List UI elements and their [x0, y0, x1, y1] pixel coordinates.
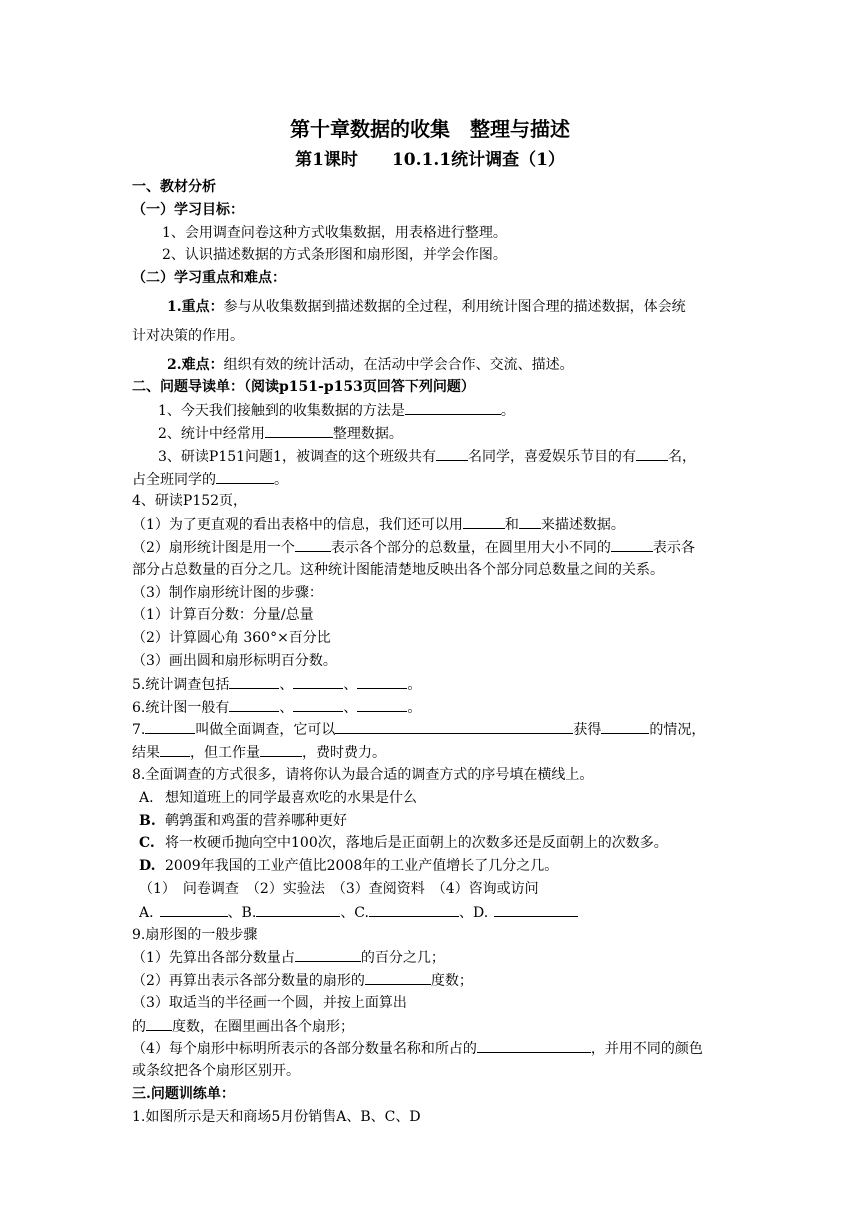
question-9-1	[132, 946, 736, 969]
question-9: 9.扇形图的一般步骤	[132, 926, 258, 943]
question-text: 整理数据。	[332, 425, 403, 442]
exercise-1: 1.如图所示是天和商场5月份销售A、B、C、D	[132, 1108, 421, 1125]
question-text: 来描述数据。	[540, 517, 625, 534]
answer-blank[interactable]	[357, 673, 407, 689]
option-c	[132, 832, 736, 855]
question-text: （2）扇形统计图是用一个	[132, 539, 295, 556]
answer-blank[interactable]	[146, 1015, 172, 1031]
option-letter: C.	[139, 835, 155, 852]
answer-blank[interactable]	[229, 696, 279, 712]
answer-blank[interactable]	[293, 696, 343, 712]
answer-blank[interactable]	[335, 718, 573, 734]
difficulty-line	[132, 354, 736, 377]
question-text: 5.统计调查包括	[132, 676, 230, 693]
question-text: 的情况，	[649, 722, 706, 739]
question-text: 。	[407, 699, 422, 716]
question-text: 结果	[132, 745, 160, 762]
option-letter: D.	[139, 858, 156, 875]
option-text: 鹌鹑蛋和鸡蛋的营养哪种更好	[165, 812, 347, 829]
answer-blank[interactable]	[229, 673, 279, 689]
question-text: 。	[407, 676, 422, 693]
question-text: 叫做全面调查，它可以	[195, 722, 336, 739]
question-text: 度数；	[430, 973, 473, 990]
survey-method-options: （1） 问卷调查 （2）实验法 （3）查阅资料 （4）咨询或访问	[139, 880, 539, 897]
answer-blank[interactable]	[293, 673, 343, 689]
answer-blank[interactable]	[519, 513, 541, 529]
option-letter: B.	[139, 812, 156, 829]
answer-blank[interactable]	[477, 1037, 591, 1053]
question-8-answers	[132, 901, 736, 924]
goal-1: 1、会用调查问卷这种方式收集数据，用表格进行整理。	[162, 224, 507, 241]
answer-blank[interactable]	[463, 513, 505, 529]
difficulty-label: 2.难点：	[167, 356, 224, 373]
section-3-heading: 三.问题训练单：	[132, 1086, 235, 1103]
question-text: ，但工作量	[190, 745, 260, 762]
question-1	[132, 399, 736, 422]
answer-blank[interactable]	[145, 718, 195, 734]
question-text: 6.统计图一般有	[132, 699, 230, 716]
question-text: 度数，在圈里画出各个扇形；	[172, 1018, 354, 1035]
answer-blank[interactable]	[265, 422, 333, 438]
question-text: ，并用不同的颜色	[590, 1041, 703, 1058]
key-points-heading: （二）学习重点和难点：	[132, 270, 286, 287]
question-text: （2）再算出表示各部分数量的扇形的	[132, 973, 365, 990]
question-4-2	[132, 536, 736, 559]
question-4-2-cont: 部分占总数量的百分之几。这种统计图能清楚地反映出各个部分同总数量之间的关系。	[132, 561, 664, 578]
key-point-text: 参与从收集数据到描述数据的全过程，利用统计图合理的描述数据，体会统	[223, 298, 686, 315]
section-1-heading: 一、教材分析	[132, 179, 216, 195]
goal-2: 2、认识描述数据的方式条形图和扇形图，并学会作图。	[162, 247, 507, 264]
option-text: 2009年我国的工业产值比2008年的工业产值增长了几分之几。	[165, 858, 559, 875]
question-text: 、B.	[227, 904, 257, 921]
answer-blank[interactable]	[256, 901, 340, 917]
step-2: （2）计算圆心角 360°×百分比	[132, 630, 331, 647]
answer-blank[interactable]	[295, 536, 331, 552]
answer-blank[interactable]	[369, 901, 459, 917]
key-point-line-2: 计对决策的作用。	[132, 327, 244, 344]
option-a	[132, 787, 736, 810]
key-point-label: 1.重点：	[167, 298, 224, 315]
question-8: 8.全面调查的方式很多，请将你认为最合适的调查方式的序号填在横线上。	[132, 766, 594, 783]
answer-blank[interactable]	[160, 741, 190, 757]
question-7-cont	[132, 741, 736, 764]
question-text: 3、研读P151问题1，被调查的这个班级共有	[158, 448, 436, 465]
question-text: 、	[279, 699, 294, 716]
answer-blank[interactable]	[357, 696, 407, 712]
question-text: （1）先算出各部分数量占	[132, 950, 295, 967]
question-2	[132, 422, 736, 445]
question-text: 2、统计中经常用	[158, 425, 265, 442]
answer-blank[interactable]	[436, 445, 468, 461]
answer-blank[interactable]	[405, 399, 501, 415]
question-4-3: （3）制作扇形统计图的步骤：	[132, 584, 323, 601]
question-text: 、D.	[458, 904, 489, 921]
question-9-3-cont	[132, 1015, 736, 1038]
question-text: 的百分之几；	[360, 950, 445, 967]
answer-blank[interactable]	[494, 901, 578, 917]
step-3: （3）画出圆和扇形标明百分数。	[132, 652, 337, 669]
question-text: （4）每个扇形中标明所表示的各部分数量名称和所占的	[132, 1041, 477, 1058]
question-4-1	[132, 513, 736, 536]
question-9-3: （3）取适当的半径画一个圆，并按上面算出	[132, 994, 407, 1011]
question-text: 的	[132, 1018, 146, 1035]
question-text: 占全班同学的	[132, 471, 216, 488]
question-text: （1）为了更直观的看出表格中的信息，我们还可以用	[132, 517, 463, 534]
answer-blank[interactable]	[295, 946, 361, 962]
question-text: 名同学，喜爱娱乐节目的有	[467, 448, 636, 465]
answer-blank[interactable]	[601, 718, 649, 734]
document-body	[132, 176, 736, 1129]
answer-blank[interactable]	[160, 901, 228, 917]
key-point-line-1	[132, 296, 736, 319]
question-text: 和	[504, 517, 519, 534]
answer-blank[interactable]	[365, 969, 431, 985]
learning-goals-heading: （一）学习目标：	[132, 201, 244, 218]
question-3-cont	[132, 468, 736, 491]
section-2-heading: 二、问题导读单：（阅读p151-p153页回答下列问题）	[132, 379, 475, 396]
question-9-2	[132, 969, 736, 992]
question-text: 表示各个部分的总数量，在圆里用大小不同的	[330, 539, 611, 556]
step-1: （1）计算百分数：分量/总量	[132, 607, 314, 624]
question-7	[132, 718, 736, 741]
option-letter: A.	[139, 789, 154, 806]
option-text: 将一枚硬币抛向空中100次，落地后是正面朝上的次数多还是反面朝上的次数多。	[165, 835, 668, 852]
answer-blank[interactable]	[260, 741, 302, 757]
question-text: 获得	[573, 722, 602, 739]
question-3	[132, 445, 736, 468]
question-text: 。	[500, 403, 515, 420]
question-text: 表示各	[652, 539, 695, 556]
question-text: 7.	[132, 722, 146, 739]
question-text: 、	[343, 676, 358, 693]
question-text: 。	[274, 471, 288, 488]
question-9-4	[132, 1037, 736, 1060]
chapter-title: 第十章数据的收集 整理与描述	[290, 117, 570, 141]
question-text: 名，	[667, 448, 696, 465]
question-4: 4、研读P152页，	[132, 493, 248, 510]
difficulty-text: 组织有效的统计活动，在活动中学会合作、交流、描述。	[223, 356, 574, 373]
option-d	[132, 855, 736, 878]
question-text: 1、今天我们接触到的收集数据的方法是	[158, 403, 405, 420]
answer-blank[interactable]	[216, 468, 274, 484]
answer-blank[interactable]	[611, 536, 653, 552]
question-text: A.	[139, 904, 154, 921]
question-text: 、C.	[340, 904, 369, 921]
question-9-4-cont: 或条纹把各个扇形区别开。	[132, 1063, 300, 1080]
question-6	[132, 696, 736, 719]
lesson-subtitle: 第1课时 10.1.1统计调查（1）	[295, 150, 565, 170]
option-text: 想知道班上的同学最喜欢吃的水果是什么	[165, 789, 417, 806]
question-text: 、	[279, 676, 294, 693]
question-5	[132, 673, 736, 696]
question-text: 、	[343, 699, 358, 716]
question-text: ，费时费力。	[302, 745, 386, 762]
answer-blank[interactable]	[636, 445, 668, 461]
option-b	[132, 810, 736, 833]
